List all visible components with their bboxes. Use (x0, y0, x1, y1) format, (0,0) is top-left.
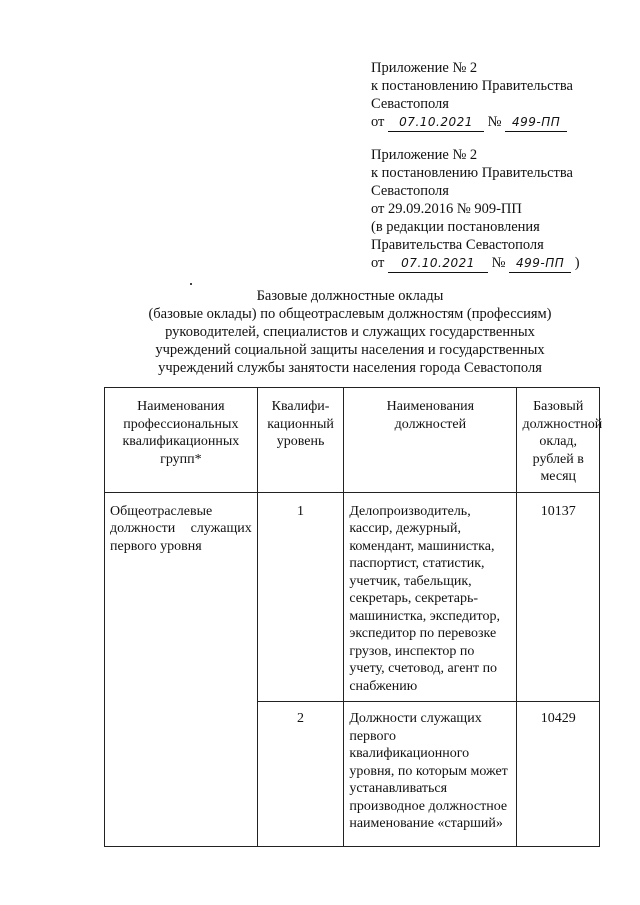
positions-cell: Должности служащих первого квалификационного уровня, по которым может устанавливаться производное должностное наименование «старший» (344, 702, 517, 847)
appendix-ref-date: от 29.09.2016 № 909-ПП (371, 201, 522, 217)
appendix-edition-gov: Правительства Севастополя (371, 237, 544, 253)
level-cell: 1 (257, 492, 344, 702)
appendix-ref: к постановлению Правительства (371, 165, 573, 181)
table-row (105, 702, 600, 847)
appendix-title: Приложение № 2 (371, 60, 478, 76)
header-group: Наименования профессиональных квалификационных групп* (105, 388, 258, 493)
appendix-date-line: от 07.10.2021 № 499-ПП (371, 113, 573, 132)
appendix-ref-city: Севастополя (371, 183, 449, 199)
appendix-date-line: от 07.10.2021 № 499-ПП ) (371, 255, 580, 271)
document-title: Базовые должностные оклады (базовые оклады) по общеотраслевым должностям (профессиям) руководителей, специалистов и служащих государственных учреждений социальной защиты населения и государственных учреждений службы занятости населения города Севастополя (148, 288, 552, 376)
table-row (105, 492, 600, 702)
appendix-edition: (в редакции постановления (371, 219, 540, 235)
header-positions: Наименования должностей (344, 388, 517, 493)
appendix-ref: к постановлению Правительства (371, 78, 573, 94)
positions-cell: Делопроизводитель, кассир, дежурный, комендант, машинистка, паспортист, статистик, учетчик, табельщик, секретарь, секретарь-машинистка, экспедитор, экспедитор по перевозке грузов, инспектор по учету, счетовод, агент по снабжению (344, 492, 517, 702)
appendix-current-block (371, 59, 573, 132)
handwritten-number: 499-ПП (505, 113, 567, 132)
level-cell: 2 (257, 702, 344, 847)
appendix-ref-city: Севастополя (371, 96, 449, 112)
group-name-continued (105, 702, 258, 847)
handwritten-date: 07.10.2021 (388, 254, 488, 273)
appendix-title: Приложение № 2 (371, 147, 478, 163)
group-name: Общеотраслевые должности служащих первого уровня (105, 492, 258, 702)
header-level: Квалифи-кационный уровень (257, 388, 344, 493)
stray-mark (190, 283, 192, 285)
header-salary: Базовый должностной оклад, рублей в месяц (517, 388, 600, 493)
salary-cell: 10429 (517, 702, 600, 847)
table-header-row (105, 388, 600, 493)
handwritten-number: 499-ПП (509, 254, 571, 273)
handwritten-date: 07.10.2021 (388, 113, 484, 132)
appendix-original-block (371, 146, 580, 273)
salary-table (104, 387, 603, 847)
salary-cell: 10137 (517, 492, 600, 702)
